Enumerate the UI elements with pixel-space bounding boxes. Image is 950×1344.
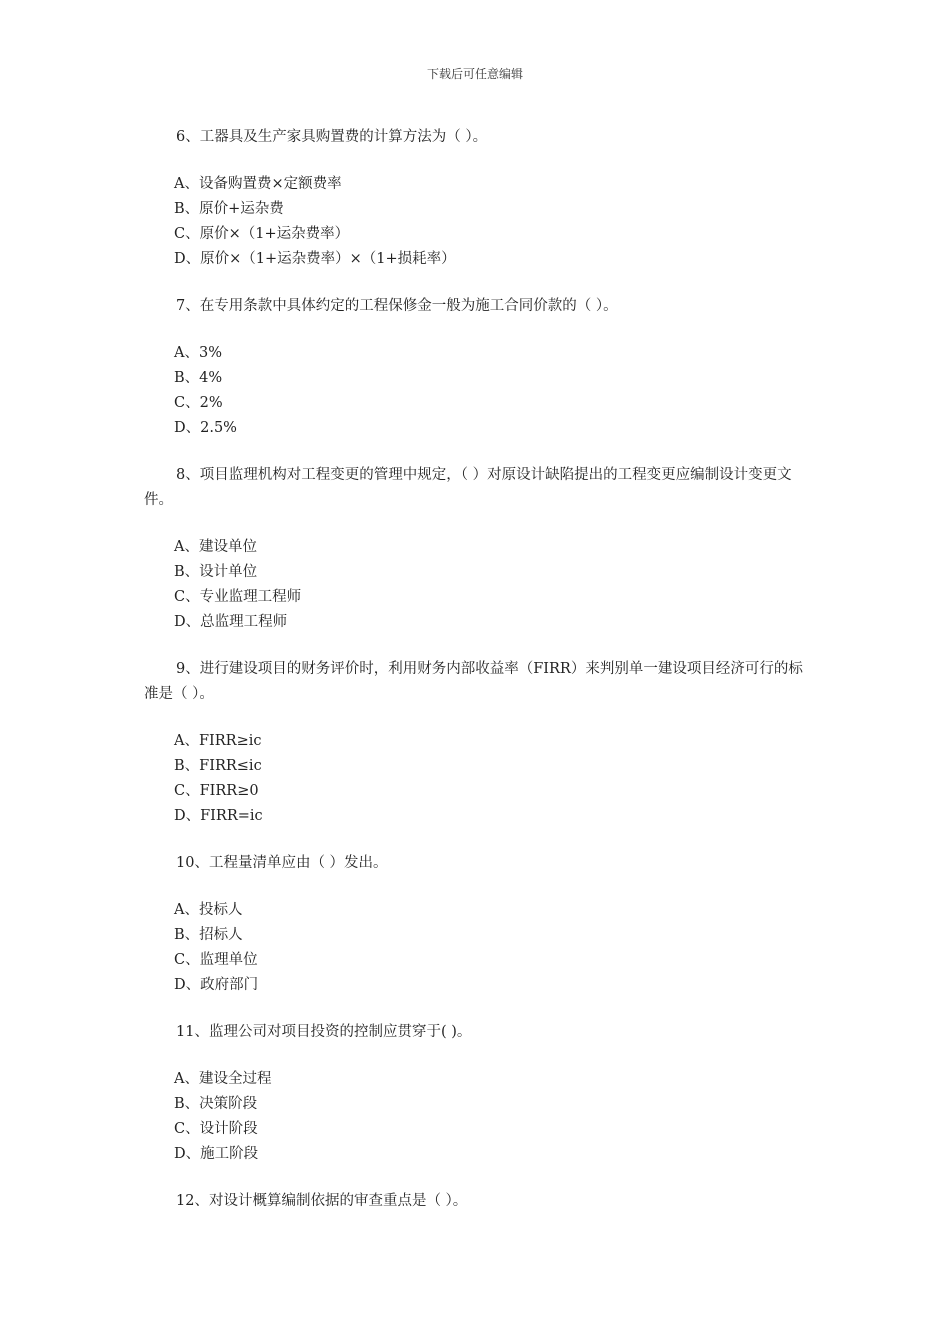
option-d: D、2.5% — [174, 420, 237, 436]
option-c: C、设计阶段 — [174, 1121, 258, 1137]
option-list — [144, 341, 810, 441]
option-a: A、设备购置费×定额费率 — [174, 176, 342, 192]
option-d: D、施工阶段 — [174, 1146, 259, 1162]
option-list — [144, 172, 810, 272]
question-stem: 11、监理公司对项目投资的控制应贯穿于( )。 — [176, 1024, 472, 1040]
option-b: B、设计单位 — [174, 564, 258, 580]
option-list — [144, 729, 810, 829]
question-10 — [144, 851, 810, 998]
question-11 — [144, 1020, 810, 1167]
question-stem: 8、项目监理机构对工程变更的管理中规定，（ ）对原设计缺陷提出的工程变更应编制设计变更文件。 — [144, 467, 792, 508]
option-d: D、总监理工程师 — [174, 614, 288, 630]
option-b: B、FIRR≤ic — [174, 758, 262, 774]
option-b: B、4% — [174, 370, 223, 386]
option-c: C、原价×（1+运杂费率） — [174, 226, 350, 242]
document-body — [144, 125, 810, 1236]
option-a: A、FIRR≥ic — [174, 733, 262, 749]
option-c: C、FIRR≥0 — [174, 783, 259, 799]
option-b: B、原价+运杂费 — [174, 201, 284, 217]
option-a: A、3% — [174, 345, 222, 361]
option-b: B、决策阶段 — [174, 1096, 258, 1112]
question-9 — [144, 657, 810, 829]
question-stem: 10、工程量清单应由（ ）发出。 — [176, 855, 388, 871]
option-b: B、招标人 — [174, 927, 243, 943]
option-d: D、原价×（1+运杂费率）×（1+损耗率） — [174, 251, 456, 267]
question-stem: 7、在专用条款中具体约定的工程保修金一般为施工合同价款的（ ）。 — [176, 298, 618, 314]
question-stem: 9、进行建设项目的财务评价时，利用财务内部收益率（FIRR）来判别单一建设项目经济可行的标准是（ ）。 — [144, 661, 803, 702]
option-a: A、投标人 — [174, 902, 243, 918]
option-c: C、专业监理工程师 — [174, 589, 302, 605]
question-8 — [144, 463, 810, 635]
option-c: C、2% — [174, 395, 223, 411]
option-a: A、建设全过程 — [174, 1071, 272, 1087]
option-d: D、政府部门 — [174, 977, 259, 993]
option-d: D、FIRR=ic — [174, 808, 263, 824]
page-header: 下载后可任意编辑 — [426, 67, 523, 81]
question-6 — [144, 125, 810, 272]
question-stem: 12、对设计概算编制依据的审查重点是（ ）。 — [176, 1193, 468, 1209]
option-c: C、监理单位 — [174, 952, 258, 968]
question-stem: 6、工器具及生产家具购置费的计算方法为（ ）。 — [176, 129, 488, 145]
option-list — [144, 535, 810, 635]
option-a: A、建设单位 — [174, 539, 257, 555]
question-12 — [144, 1189, 810, 1214]
option-list — [144, 1067, 810, 1167]
question-7 — [144, 294, 810, 441]
option-list — [144, 898, 810, 998]
